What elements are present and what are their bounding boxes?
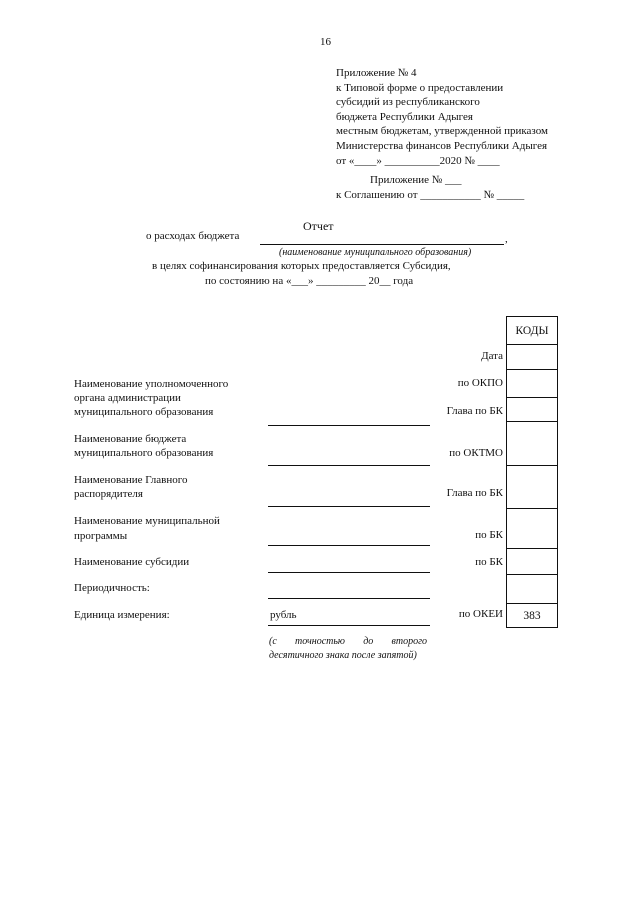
code-cell-okei: 383 [507, 604, 558, 628]
code-cell-oktmo [507, 422, 558, 466]
manager-label-1: Наименование Главного [74, 474, 188, 486]
code-cell-subsidy-bk [507, 549, 558, 575]
code-cell-periodicity [507, 575, 558, 604]
authorized-body-label-3: муниципального образования [74, 406, 214, 418]
budget-label-2: муниципального образования [74, 447, 214, 459]
appendix-line: к Типовой форме о предоставлении [336, 81, 504, 94]
report-budget-suffix: , [505, 233, 508, 245]
codes-table [506, 316, 558, 628]
manager-fill-line [268, 506, 430, 507]
budget-fill-line [268, 465, 430, 466]
authorized-body-label-1: Наименование уполномоченного [74, 378, 229, 390]
code-cell-authorized-bk [507, 398, 558, 422]
report-purpose-line: в целях софинансирования которых предоставляется Субсидия, [152, 260, 451, 272]
budget-label-1: Наименование бюджета [74, 433, 187, 445]
municipality-hint: (наименование муниципального образования) [279, 247, 472, 258]
program-bk-label: по БК [475, 529, 503, 541]
periodicity-label: Периодичность: [74, 582, 150, 594]
appendix-header [336, 66, 548, 168]
code-cell-manager-bk [507, 466, 558, 509]
code-cell-program-bk [507, 509, 558, 549]
appendix-line: от «____» __________2020 № ____ [336, 154, 500, 167]
appendix-line: бюджета Республики Адыгея [336, 110, 473, 123]
authorized-body-label-2: органа администрации [74, 392, 181, 404]
subsidy-bk-label: по БК [475, 556, 503, 568]
report-title: Отчет [303, 219, 334, 233]
report-date-line: по состоянию на «___» _________ 20__ года [205, 275, 414, 287]
manager-bk-label: Глава по БК [446, 487, 503, 499]
unit-fill-line [268, 625, 430, 626]
program-label-2: программы [74, 530, 128, 542]
page-number: 16 [320, 36, 331, 48]
periodicity-fill-line [268, 598, 430, 599]
code-cell-okpo [507, 370, 558, 398]
codes-header: КОДЫ [507, 317, 558, 345]
code-cell-date [507, 345, 558, 370]
municipality-name-line [260, 244, 504, 245]
oktmo-label: по ОКТМО [449, 447, 503, 459]
authorized-body-fill-line [268, 425, 430, 426]
report-budget-prefix: о расходах бюджета [146, 230, 240, 242]
program-label-1: Наименование муниципальной [74, 515, 220, 527]
authorized-bk-label: Глава по БК [446, 405, 503, 417]
agreement-line-1: Приложение № ___ [370, 174, 462, 186]
okpo-label: по ОКПО [457, 377, 503, 389]
appendix-line: Приложение № 4 [336, 67, 417, 79]
unit-precision-note: (с точностью до второго десятичного знака после запятой) [269, 636, 427, 661]
unit-value: рубль [270, 609, 297, 621]
appendix-line: Министерства финансов Республики Адыгея [336, 139, 548, 152]
appendix-line: субсидий из республиканского [336, 96, 480, 109]
subsidy-fill-line [268, 572, 430, 573]
manager-label-2: распорядителя [74, 488, 143, 500]
date-label: Дата [481, 350, 503, 362]
agreement-line-2: к Соглашению от ___________ № _____ [336, 189, 525, 201]
program-fill-line [268, 545, 430, 546]
subsidy-label: Наименование субсидии [74, 556, 190, 568]
appendix-line: местным бюджетам, утвержденной приказом [336, 125, 548, 138]
unit-label: Единица измерения: [74, 609, 170, 621]
okei-label: по ОКЕИ [458, 608, 503, 620]
